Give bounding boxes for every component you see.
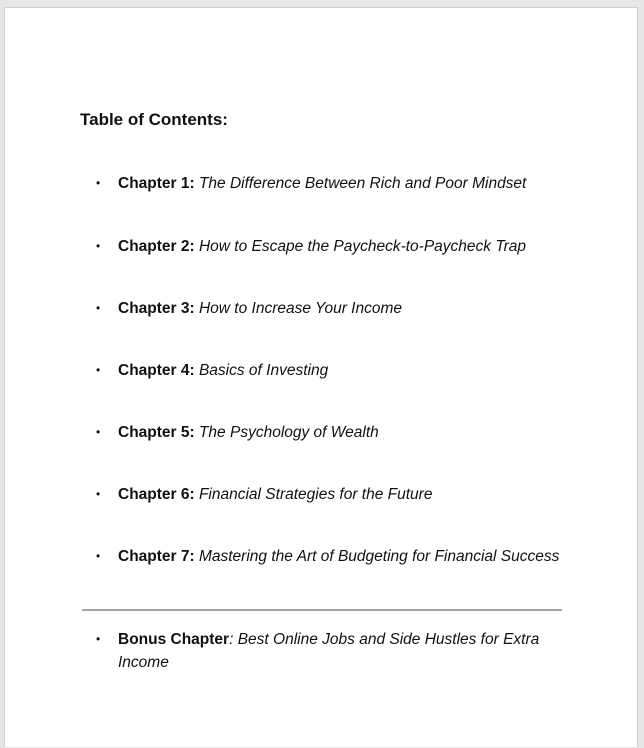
bullet-icon: • bbox=[96, 176, 101, 190]
toc-item-chapter-2 bbox=[96, 235, 568, 258]
chapter-title: Best Online Jobs and Side Hustles for Extra Income bbox=[118, 631, 540, 671]
bullet-icon: • bbox=[96, 301, 101, 315]
bullet-icon: • bbox=[96, 363, 101, 377]
toc-item-bonus-chapter bbox=[96, 628, 568, 674]
chapter-number: Chapter 4 bbox=[118, 362, 190, 379]
toc-heading: Table of Contents: bbox=[80, 110, 228, 129]
chapter-separator: : bbox=[189, 175, 199, 192]
chapter-number: Chapter 3 bbox=[118, 300, 190, 317]
bullet-icon: • bbox=[96, 549, 101, 563]
toc-item-chapter-5 bbox=[96, 421, 568, 444]
chapter-number: Chapter 5 bbox=[118, 424, 190, 441]
document-page bbox=[4, 7, 638, 747]
chapter-number: Chapter 7: bbox=[118, 548, 195, 565]
chapter-number: Chapter 2 bbox=[118, 238, 190, 255]
chapter-separator: : bbox=[229, 631, 238, 648]
chapter-number: Chapter 6 bbox=[118, 486, 190, 503]
bullet-icon: • bbox=[96, 632, 101, 646]
bullet-icon: • bbox=[96, 487, 101, 501]
chapter-title: Mastering the Art of Budgeting for Financial Success bbox=[198, 548, 560, 565]
chapter-number: Bonus Chapter bbox=[118, 631, 230, 648]
chapter-separator: : bbox=[189, 362, 199, 379]
chapter-title: Financial Strategies for the Future bbox=[198, 486, 433, 503]
toc-list bbox=[5, 8, 639, 748]
chapter-title: How to Increase Your Income bbox=[198, 300, 403, 317]
chapter-title: The Psychology of Wealth bbox=[198, 424, 379, 441]
chapter-separator: : bbox=[189, 300, 199, 317]
chapter-title: How to Escape the Paycheck-to-Paycheck Trap bbox=[198, 238, 527, 255]
toc-item-chapter-6 bbox=[96, 483, 568, 506]
toc-item-chapter-7 bbox=[96, 545, 568, 568]
horizontal-divider bbox=[82, 609, 562, 611]
toc-item-chapter-3 bbox=[96, 297, 568, 320]
chapter-separator: : bbox=[189, 238, 199, 255]
bullet-icon: • bbox=[96, 425, 101, 439]
chapter-separator: : bbox=[189, 424, 199, 441]
bullet-icon: • bbox=[96, 239, 101, 253]
chapter-separator: : bbox=[189, 486, 199, 503]
chapter-title: The Difference Between Rich and Poor Mindset bbox=[198, 175, 527, 192]
toc-item-chapter-1 bbox=[96, 172, 568, 195]
toc-item-chapter-4 bbox=[96, 359, 568, 382]
chapter-number: Chapter 1 bbox=[118, 175, 190, 192]
chapter-title: Basics of Investing bbox=[198, 362, 329, 379]
